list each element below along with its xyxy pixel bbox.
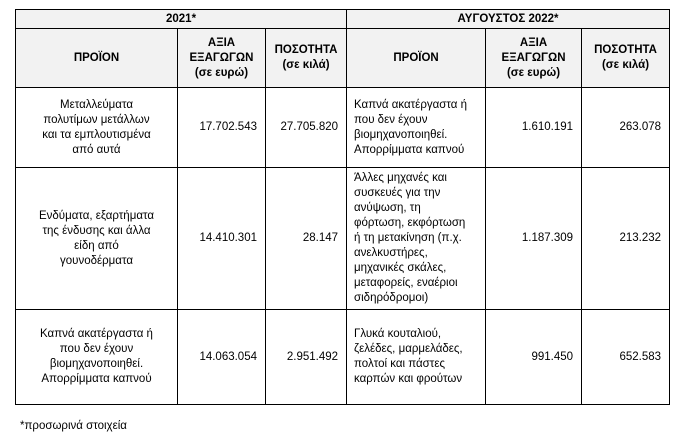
value-cell: 14.410.301 xyxy=(178,168,266,310)
footnote: *προσωρινά στοιχεία xyxy=(20,420,127,432)
header-value-right: ΑΞΙΑ ΕΞΑΓΩΓΩΝ (σε ευρώ) xyxy=(486,29,582,88)
period-row xyxy=(16,10,670,29)
header-product-right: ΠΡΟΪΟΝ xyxy=(347,29,486,88)
qty-cell: 27.705.820 xyxy=(266,88,347,168)
qty-cell: 652.583 xyxy=(582,310,670,405)
value-cell: 991.450 xyxy=(486,310,582,405)
header-row xyxy=(16,29,670,88)
product-cell: Μεταλλεύματα πολυτίμων μετάλλων και τα εμπλουτισμένα από αυτά xyxy=(16,88,178,168)
product-cell: Ενδύματα, εξαρτήματα της ένδυσης και άλλα είδη από γουνοδέρματα xyxy=(16,168,178,310)
header-qty-right: ΠΟΣΟΤΗΤΑ (σε κιλά) xyxy=(582,29,670,88)
exports-table xyxy=(15,9,670,405)
period-august-2022: ΑΥΓΟΥΣΤΟΣ 2022* xyxy=(347,10,670,29)
qty-cell: 2.951.492 xyxy=(266,310,347,405)
value-cell: 14.063.054 xyxy=(178,310,266,405)
table-row xyxy=(16,88,670,168)
header-qty-left: ΠΟΣΟΤΗΤΑ (σε κιλά) xyxy=(266,29,347,88)
product-cell: Γλυκά κουταλιού, ζελέδες, μαρμελάδες, πολτοί και πάστες καρπών και φρούτων xyxy=(347,310,486,405)
product-cell: Άλλες μηχανές και συσκευές για την ανύψωση, τη φόρτωση, εκφόρτωση ή τη μετακίνηση (π.χ. ανελκυστήρες, μηχανικές σκάλες, μεταφορείς, εναέριοι σιδηρόδρομοι) xyxy=(347,168,486,310)
period-2021: 2021* xyxy=(16,10,347,29)
value-cell: 17.702.543 xyxy=(178,88,266,168)
qty-cell: 213.232 xyxy=(582,168,670,310)
header-product-left: ΠΡΟΪΟΝ xyxy=(16,29,178,88)
table-row xyxy=(16,168,670,310)
qty-cell: 28.147 xyxy=(266,168,347,310)
product-cell: Καπνά ακατέργαστα ή που δεν έχουν βιομηχανοποιηθεί. Απορρίμματα καπνού xyxy=(16,310,178,405)
table-row xyxy=(16,310,670,405)
product-cell: Καπνά ακατέργαστα ή που δεν έχουν βιομηχανοποιηθεί. Απορρίμματα καπνού xyxy=(347,88,486,168)
value-cell: 1.187.309 xyxy=(486,168,582,310)
header-value-left: ΑΞΙΑ ΕΞΑΓΩΓΩΝ (σε ευρώ) xyxy=(178,29,266,88)
qty-cell: 263.078 xyxy=(582,88,670,168)
value-cell: 1.610.191 xyxy=(486,88,582,168)
